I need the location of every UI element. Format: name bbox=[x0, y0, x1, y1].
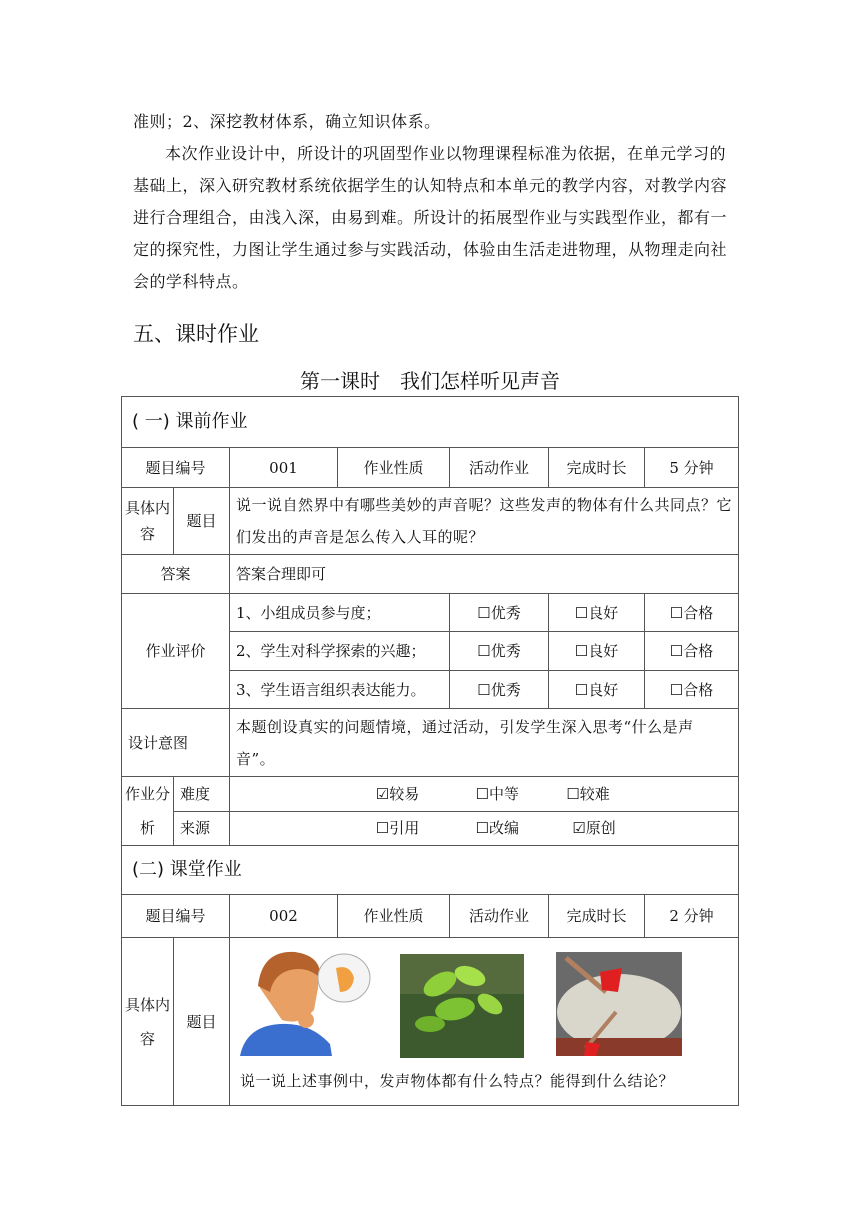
section-header: (二) 课堂作业 bbox=[122, 846, 739, 895]
grade-pass[interactable]: ☐合格 bbox=[645, 594, 739, 632]
grade-pass[interactable]: ☐合格 bbox=[645, 671, 739, 709]
option-original[interactable]: ☑原创 bbox=[572, 819, 616, 838]
grade-good[interactable]: ☐良好 bbox=[549, 632, 645, 671]
section-header: ( 一) 课前作业 bbox=[122, 397, 739, 448]
answer-text: 答案合理即可 bbox=[230, 555, 739, 594]
difficulty-options bbox=[230, 777, 739, 812]
difficulty-label: 难度 bbox=[174, 777, 230, 812]
answer-label: 答案 bbox=[122, 555, 230, 594]
grade-pass[interactable]: ☐合格 bbox=[645, 632, 739, 671]
content-label: 具体内容 bbox=[122, 938, 174, 1106]
option-medium[interactable]: ☐中等 bbox=[475, 784, 520, 803]
question-text: 说一说自然界中有哪些美妙的声音呢？这些发声的物体有什么共同点？它们发出的声音是怎么传入人耳的呢？ bbox=[230, 488, 739, 555]
grade-excellent[interactable]: ☐优秀 bbox=[450, 632, 549, 671]
grade-excellent[interactable]: ☐优秀 bbox=[450, 594, 549, 632]
nature-value: 活动作业 bbox=[450, 448, 549, 488]
content-label: 具体内容 bbox=[122, 488, 174, 555]
section-title: 五、课时作业 bbox=[133, 322, 259, 346]
lesson-title: 第一课时 我们怎样听见声音 bbox=[300, 369, 560, 393]
question-label: 题目 bbox=[174, 488, 230, 555]
eval-item: 1、小组成员参与度； bbox=[230, 594, 450, 632]
nature-value: 活动作业 bbox=[450, 895, 549, 938]
option-adapted[interactable]: ☐改编 bbox=[475, 819, 520, 838]
analysis-label: 作业分析 bbox=[122, 777, 174, 846]
option-hard[interactable]: ☐较难 bbox=[566, 784, 610, 803]
grade-excellent[interactable]: ☐优秀 bbox=[450, 671, 549, 709]
question-label: 题目 bbox=[174, 938, 230, 1106]
time-label: 完成时长 bbox=[549, 895, 645, 938]
image-row bbox=[240, 946, 732, 1058]
time-value: 2 分钟 bbox=[645, 895, 739, 938]
intro-line: 准则；2、深挖教材体系，确立知识体系。 bbox=[133, 112, 441, 131]
source-label: 来源 bbox=[174, 811, 230, 846]
grade-good[interactable]: ☐良好 bbox=[549, 671, 645, 709]
time-label: 完成时长 bbox=[549, 448, 645, 488]
nature-label: 作业性质 bbox=[338, 448, 450, 488]
source-options bbox=[230, 811, 739, 846]
drum-image bbox=[556, 952, 682, 1056]
intent-text: 本题创设真实的问题情境，通过活动，引发学生深入思考“什么是声音”。 bbox=[230, 709, 739, 777]
time-value: 5 分钟 bbox=[645, 448, 739, 488]
id-value: 001 bbox=[230, 448, 338, 488]
boy-listening-image bbox=[240, 948, 372, 1056]
eval-item: 2、学生对科学探索的兴趣； bbox=[230, 632, 450, 671]
id-value: 002 bbox=[230, 895, 338, 938]
intent-label: 设计意图 bbox=[122, 709, 230, 777]
leaves-image bbox=[400, 954, 524, 1058]
eval-label: 作业评价 bbox=[122, 594, 230, 709]
pre-class-table bbox=[121, 396, 739, 1106]
question-text: 说一说上述事例中，发声物体都有什么特点？能得到什么结论？ bbox=[240, 1072, 675, 1090]
option-easy[interactable]: ☑较易 bbox=[375, 784, 420, 803]
eval-item: 3、学生语言组织表达能力。 bbox=[230, 671, 450, 709]
nature-label: 作业性质 bbox=[338, 895, 450, 938]
id-label: 题目编号 bbox=[122, 895, 230, 938]
grade-good[interactable]: ☐良好 bbox=[549, 594, 645, 632]
id-label: 题目编号 bbox=[122, 448, 230, 488]
intro-paragraph: 本次作业设计中，所设计的巩固型作业以物理课程标准为依据，在单元学习的基础上，深入研究教材系统依据学生的认知特点和本单元的教学内容，对教学内容进行合理组合，由浅入深，由易到难。所设计的拓展型作业与实践型作业，都有一定的探究性，力图让学生通过参与实践活动，体验由生活走进物理，从物理走向社会的学科特点。 bbox=[133, 144, 728, 291]
option-quoted[interactable]: ☐引用 bbox=[375, 819, 420, 838]
